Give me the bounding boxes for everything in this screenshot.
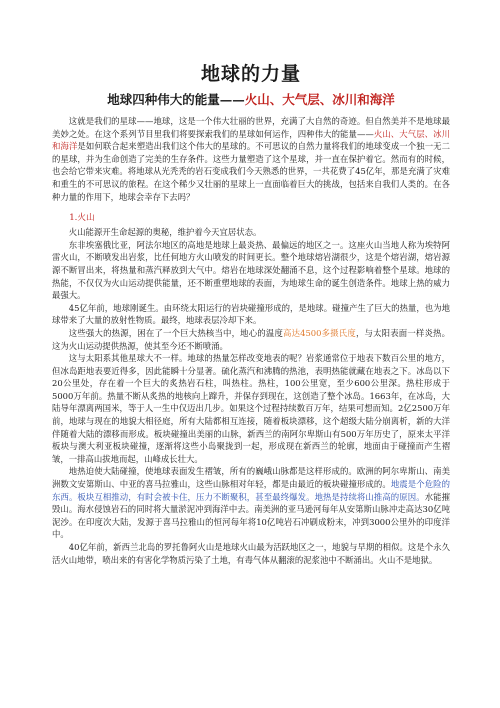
p4-text-2: ，与太阳表面一样炎热。这为火山运动提供热源，使其至今还不断喷涌。 [52, 327, 450, 351]
paragraph-1: 火山能源开生命起源的奥秘，维护着今天宜居状态。 [68, 227, 262, 238]
p4-highlight: 高达4500多摄氏度 [283, 327, 356, 338]
intro-text-1: 这就是我们的星球——地球，这是一个伟大壮丽的世界，充满了大自然的奇迹。但自然美并不是地球最美妙之处。在这个系列节目里我们将要探索我们的星球如何运作，四种伟大的能量—— [52, 116, 450, 139]
paragraph-4 [52, 327, 450, 352]
document-title: 地球的力量 [200, 63, 301, 85]
subtitle-lead: 地球四种伟大的能量—— [107, 92, 245, 107]
p6-highlight: 地震是个危险的东西。板块互相推动，有时会被卡住，压力不断聚积，甚至最终爆发。地热是持续将山推高的原因。 [52, 479, 451, 502]
p6-text-2: 水能摧毁山。海水侵蚀岩石的同时将大量淤泥冲到海洋中去。南美洲的亚马逊河每年从安第斯山脉冲走高达30亿吨泥沙。在印度次大陆，发源于喜马拉雅山的恒河每年将10亿吨岩石冲刷成粉末，冲到3000公里外的印度洋中。 [52, 491, 451, 540]
p6-text-1: 地热迫使大陆碰撞，使地球表面发生褶皱，所有的巍峨山脉都是这样形成的。欧洲的阿尔卑斯山、南美洲数文安第斯山、中亚的喜马拉雅山，这些山脉相对年轻，都是由最近的板块碰撞形成的。 [52, 466, 450, 490]
subtitle-forces: 火山、大气层、冰川和海洋 [244, 92, 395, 107]
section-heading-volcano: 1.火山 [69, 213, 95, 224]
paragraph-6 [52, 465, 450, 541]
paragraph-7: 40亿年前，新西兰北岛的罗托鲁阿火山是地球火山最为活跃地区之一，地貌与早期的相似。这是个永久活火山地带，喷出来的有害化学物质污染了土地，有毒气体从翻滚的泥浆池中不断涌出。火山不是地狱。 [52, 542, 450, 565]
paragraph-3: 45亿年前，地球刚诞生。由环绕太阳运行的岩块碰撞形成的，是地球。碰撞产生了巨大的热量，也为地球带来了大量的放射性物质。最终，地球表层冷却下来。 [52, 302, 450, 326]
p4-text-1: 这些强大的热源，困在了一个巨大热核当中，地心的温度 [68, 327, 284, 338]
paragraph-5: 这与太阳系其他星球大不一样。地球的热量怎样改变地表的呢？岩浆通常位于地表下数百公里的地方，但冰岛距地表要近得多，因此能瞬十分显著。硫化蒸汽和沸腾的热池，表明热能就藏在地表之下。冰岛以下20公里处，存在着一个巨大的炙热岩石柱，叫热柱。热柱，100公里宽，至少600公里深。热柱形成于5000万年前。热量不断从炙热的地核向上蹿升，并保存到现在，这创造了整个冰岛。1663年，在冰岛，大陆导年漂离两国米，等于人一生中仅迈出几步。如果这个过程持续数百万年，结果可想而知。2亿2500万年前，地球与现在的地貌大相径庭，所有大陆都相互连接，随着板块漂移，这个超级大陆分崩离析，新的大洋伴随着大陆的漂移而形成。板块碰撞出美丽的山脉，新西兰的南阿尔卑斯山有500万年历史了，原来太平洋板块与澳大利亚板块碰撞，逐渐将这些小岛聚拢到一起，形成现在新西兰的轮廓，地面由于碰撞而产生褶皱，一排高山拔地而起，山峰成长壮大。 [52, 353, 450, 464]
intro-text-2: 是如何联合起来塑造出我们这个伟大的星球的。不可思议的自然力量将我们的地球变成一个独一无二的星球，并为生命创造了完美的生存条件。这些力量塑造了这个星球，并一直在保护着它。然而有的时候，也会给它带来灾难。将地球从光秃秃的岩石变成我们今天熟悉的世界，一共花费了45亿年，那是充满了灾难和重生的不可思议的旅程。在这个稀少又壮丽的星球上一直面临着巨大的挑战，包括来自我们人类的。在各种力量的作用下，地球会幸存下去吗？ [52, 141, 451, 202]
intro-forces: 火山、大气层、冰川和海洋 [52, 128, 450, 152]
document-subtitle [52, 91, 450, 109]
paragraph-2: 东非埃塞俄比亚，阿法尔地区的高地是地球上最炎热、最偏远的地区之一。这座火山当地人称为埃特阿雷火山，不断喷发出岩浆，比任何地方火山喷发的时间更长。整个地球熔岩湖很少，这是个熔岩湖，熔岩源源不断冒出来，将热量和蒸汽释放到大气中。熔岩在地球深处翻涌不息，这个过程影响着整个星球。地球的热能，不仅仅为火山运动提供能量，还不断重塑地球的表面，为地球生命的诞生创造条件。地球上热的威力最强大。 [52, 239, 450, 301]
intro-paragraph [52, 115, 450, 203]
